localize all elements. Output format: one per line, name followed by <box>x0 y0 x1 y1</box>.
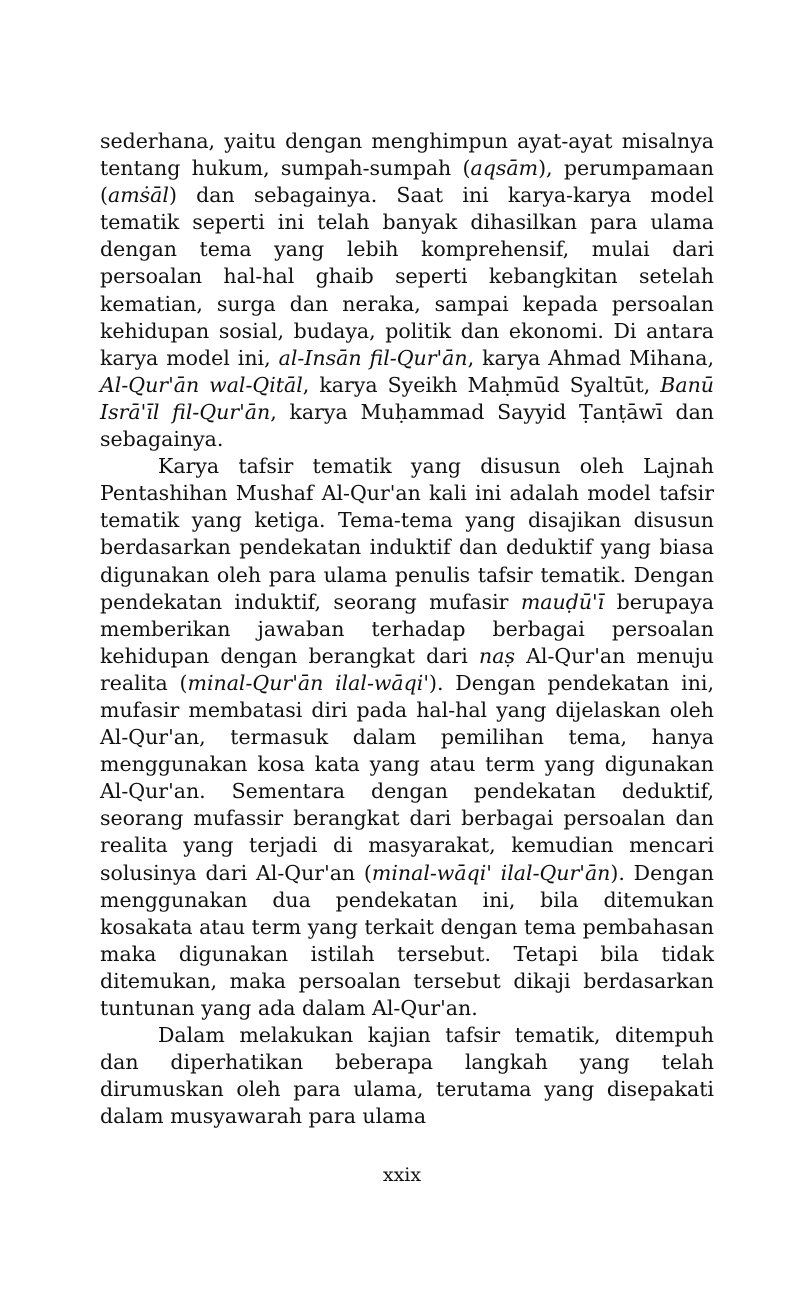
text-run: ) dan sebagainya. Saat ini karya-karya model tematik seperti ini telah banyak dihasilkan para ulama dengan tema yang lebih komprehensif, mulai dari persoalan hal-hal ghaib seperti kebangkitan setelah kematian, surga dan neraka, sampai kepada persoalan kehidupan sosial, budaya, politik dan ekonomi. Di antara karya model ini, <box>100 183 714 370</box>
paragraph <box>100 1022 714 1130</box>
paragraph <box>100 453 714 1022</box>
italic-term: mauḍū'ī <box>520 589 605 614</box>
italic-term: Al-Qur'ān wal-Qitāl <box>100 372 303 397</box>
text-run: sederhana, yaitu dengan menghimpun ayat-ayat misalnya tentang hukum, sumpah-sumpah ( <box>100 129 714 181</box>
italic-term: minal-Qur'ān ilal-wāqi' <box>187 670 429 695</box>
text-run: berupaya memberikan jawaban terhadap berbagai persoalan kehidupan dengan berangkat dari <box>100 589 714 668</box>
italic-term: amṡāl <box>108 183 169 208</box>
text-run: , karya Syeikh Maḥmūd Syaltūt, <box>302 372 661 397</box>
text-run: Dalam melakukan kajian tafsir tematik, ditempuh dan diperhatikan beberapa langkah yang telah dirumuskan oleh para ulama, terutama yang disepakati dalam musyawarah para ulama <box>100 1023 714 1129</box>
text-run: , karya Muḥammad Sayyid Ṭanṭāwī dan sebagainya. <box>100 399 714 452</box>
paragraph <box>100 128 714 453</box>
italic-term: Banū Isrā'īl fil-Qur'ān <box>100 372 714 424</box>
body-text <box>100 128 714 1130</box>
text-run: Al-Qur'an menuju realita ( <box>100 643 714 695</box>
text-run: ). Dengan menggunakan dua pendekatan ini, bila ditemukan kosakata atau term yang terkait dengan tema pembahasan maka digunakan istilah tersebut. Tetapi bila tidak ditemukan, maka persoalan tersebut dikaji berdasarkan tuntunan yang ada dalam Al-Qur'an. <box>100 860 714 1020</box>
text-run: Karya tafsir tematik yang disusun oleh Lajnah Pentashihan Mushaf Al-Qur'an kali ini adalah model tafsir tematik yang ketiga. Tema-tema yang disajikan disusun berdasarkan pendekatan induktif dan deduktif yang biasa digunakan oleh para ulama penulis tafsir tematik. Dengan pendekatan induktif, seorang mufasir <box>100 454 714 614</box>
italic-term: aqsām <box>470 156 539 181</box>
italic-term: naṣ <box>479 643 515 668</box>
text-run: ). Dengan pendekatan ini, mufasir membatasi diri pada hal-hal yang dijelaskan oleh Al-Qur'an, termasuk dalam pemilihan tema, hanya menggunakan kosa kata yang atau term yang digunakan Al-Qur'an. Sementara dengan pendekatan deduktif, seorang mufassir berangkat dari berbagai persoalan dan realita yang terjadi di masyarakat, kemudian mencari solusinya dari Al-Qur'an ( <box>100 670 714 885</box>
italic-term: al-Insān fil-Qur'ān <box>278 345 468 370</box>
page-number: xxix <box>382 1164 422 1186</box>
text-run: , karya Ahmad Mihana, <box>467 345 714 370</box>
italic-term: minal-wāqi' ilal-Qur'ān <box>371 860 611 885</box>
text-run: ), perumpamaan ( <box>100 156 714 208</box>
